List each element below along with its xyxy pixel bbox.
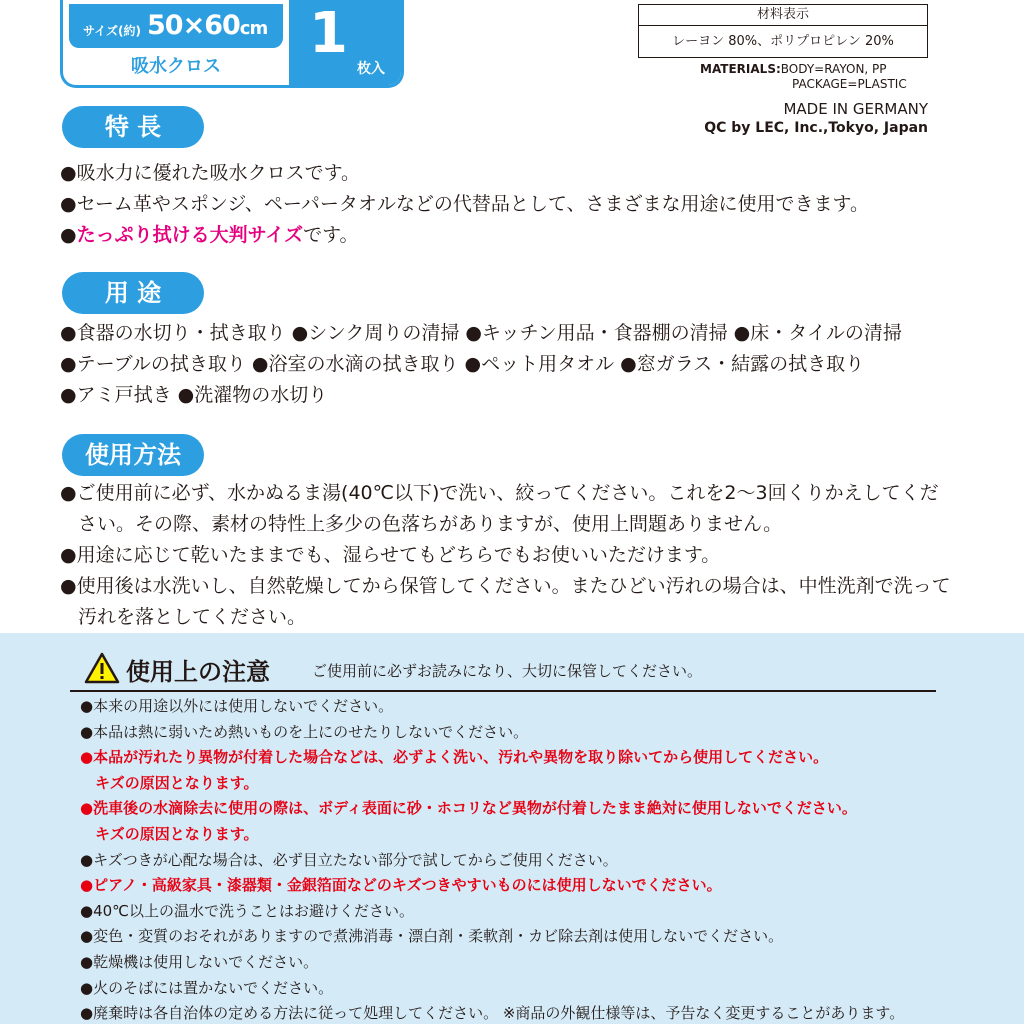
caution-subtitle: ご使用前に必ずお読みになり、大切に保管してください。: [312, 662, 703, 680]
caution-item: ●40℃以上の温水で洗うことはお避けください。: [80, 901, 415, 920]
howto-line: ●ご使用前に必ず、水かぬるま湯(40℃以下)で洗い、絞ってください。これを2～3回くりかえしてくだ: [60, 482, 939, 504]
materials-table-header: 材料表示: [639, 5, 927, 26]
caution-divider: [70, 690, 936, 692]
features-item: ●セーム革やスポンジ、ペーパータオルなどの代替品として、さまざまな用途に使用できます。: [60, 193, 869, 215]
howto-line: さい。その際、素材の特性上多少の色落ちがありますが、使用上問題ありません。: [78, 513, 783, 535]
caution-item: ●本来の用途以外には使用しないでください。: [80, 697, 394, 715]
caution-item: ●変色・変質のおそれがありますので煮沸消毒・漂白剤・柔軟剤・カビ除去剤は使用しないでください。: [80, 927, 784, 946]
caution-list: [80, 694, 1010, 1027]
count-number: 1: [309, 1, 348, 66]
uses-heading: 用 途: [62, 272, 204, 314]
size-number: 50×60: [147, 10, 240, 41]
howto-heading: 使用方法: [62, 434, 204, 476]
features-item-suffix: です。: [303, 224, 359, 246]
size-row: [69, 4, 283, 48]
uses-line: ●食器の水切り・拭き取り ●シンク周りの清掃 ●キッチン用品・食器棚の清掃 ●床・タイルの清掃: [60, 322, 902, 344]
bullet: ●: [60, 224, 77, 246]
uses-line: ●テーブルの拭き取り ●浴室の水滴の拭き取り ●ペット用タオル ●窓ガラス・結露の拭き取り: [60, 353, 865, 375]
product-name: 吸水クロス: [131, 56, 221, 77]
materials-en-label: MATERIALS:: [700, 62, 781, 76]
caution-item: ●火のそばには置かないでください。: [80, 978, 334, 997]
origin-info: [700, 100, 928, 138]
caution-item: ●洗車後の水滴除去に使用の際は、ボディ表面に砂・ホコリなど異物が付着したまま絶対に使用しないでください。: [80, 799, 857, 818]
features-list: [60, 158, 1010, 251]
warning-icon: [84, 652, 120, 684]
caution-item: ●キズつきが心配な場合は、必ず目立たない部分で試してからご使用ください。: [80, 850, 618, 869]
caution-item: ●ピアノ・高級家具・漆器類・金銀箔面などのキズつきやすいものには使用しないでください。: [80, 876, 722, 895]
uses-line: ●アミ戸拭き ●洗濯物の水切り: [60, 384, 328, 406]
uses-list: [60, 318, 1010, 411]
materials-table: [638, 4, 928, 58]
features-item: [60, 220, 1010, 251]
qc-info: QC by LEC, Inc.,Tokyo, Japan: [704, 120, 928, 136]
materials-english: [700, 62, 920, 92]
size-value: [147, 10, 267, 41]
caution-item: ●廃棄時は各自治体の定める方法に従って処理してください。 ※商品の外観仕様等は、予告なく変更することがあります。: [80, 1004, 905, 1023]
caution-item: ●本品が汚れたり異物が付着した場合などは、必ずよく洗い、汚れや異物を取り除いてから使用してください。: [80, 748, 829, 767]
howto-line: ●使用後は水洗いし、自然乾燥してから保管してください。またひどい汚れの場合は、中性洗剤で洗って: [60, 575, 951, 597]
size-label: サイズ(約): [83, 24, 142, 38]
howto-list: [60, 478, 1010, 633]
count-unit: 枚入: [357, 61, 385, 77]
caution-title: 使用上の注意: [126, 658, 270, 686]
product-label-left: [63, 0, 289, 85]
made-in: MADE IN GERMANY: [783, 100, 928, 118]
caution-item: ●本品は熱に弱いため熱いものを上にのせたりしないでください。: [80, 722, 529, 741]
caution-item: キズの原因となります。: [80, 773, 259, 792]
features-heading: 特 長: [62, 106, 204, 148]
product-label: [60, 0, 404, 88]
materials-en-package: PACKAGE=PLASTIC: [792, 77, 907, 91]
howto-line: 汚れを落としてください。: [78, 606, 307, 628]
caution-item: キズの原因となります。: [80, 824, 259, 843]
count-box: [289, 0, 404, 85]
features-item: ●吸水力に優れた吸水クロスです。: [60, 162, 361, 184]
highlight-text: たっぷり拭ける大判サイズ: [76, 224, 304, 246]
materials-en-body: BODY=RAYON, PP: [780, 62, 887, 76]
materials-table-value: レーヨン 80%、ポリプロピレン 20%: [672, 34, 894, 49]
caution-item: ●乾燥機は使用しないでください。: [80, 952, 319, 971]
size-unit: cm: [239, 18, 268, 39]
howto-line: ●用途に応じて乾いたままでも、湿らせてもどちらでもお使いいただけます。: [60, 544, 721, 566]
